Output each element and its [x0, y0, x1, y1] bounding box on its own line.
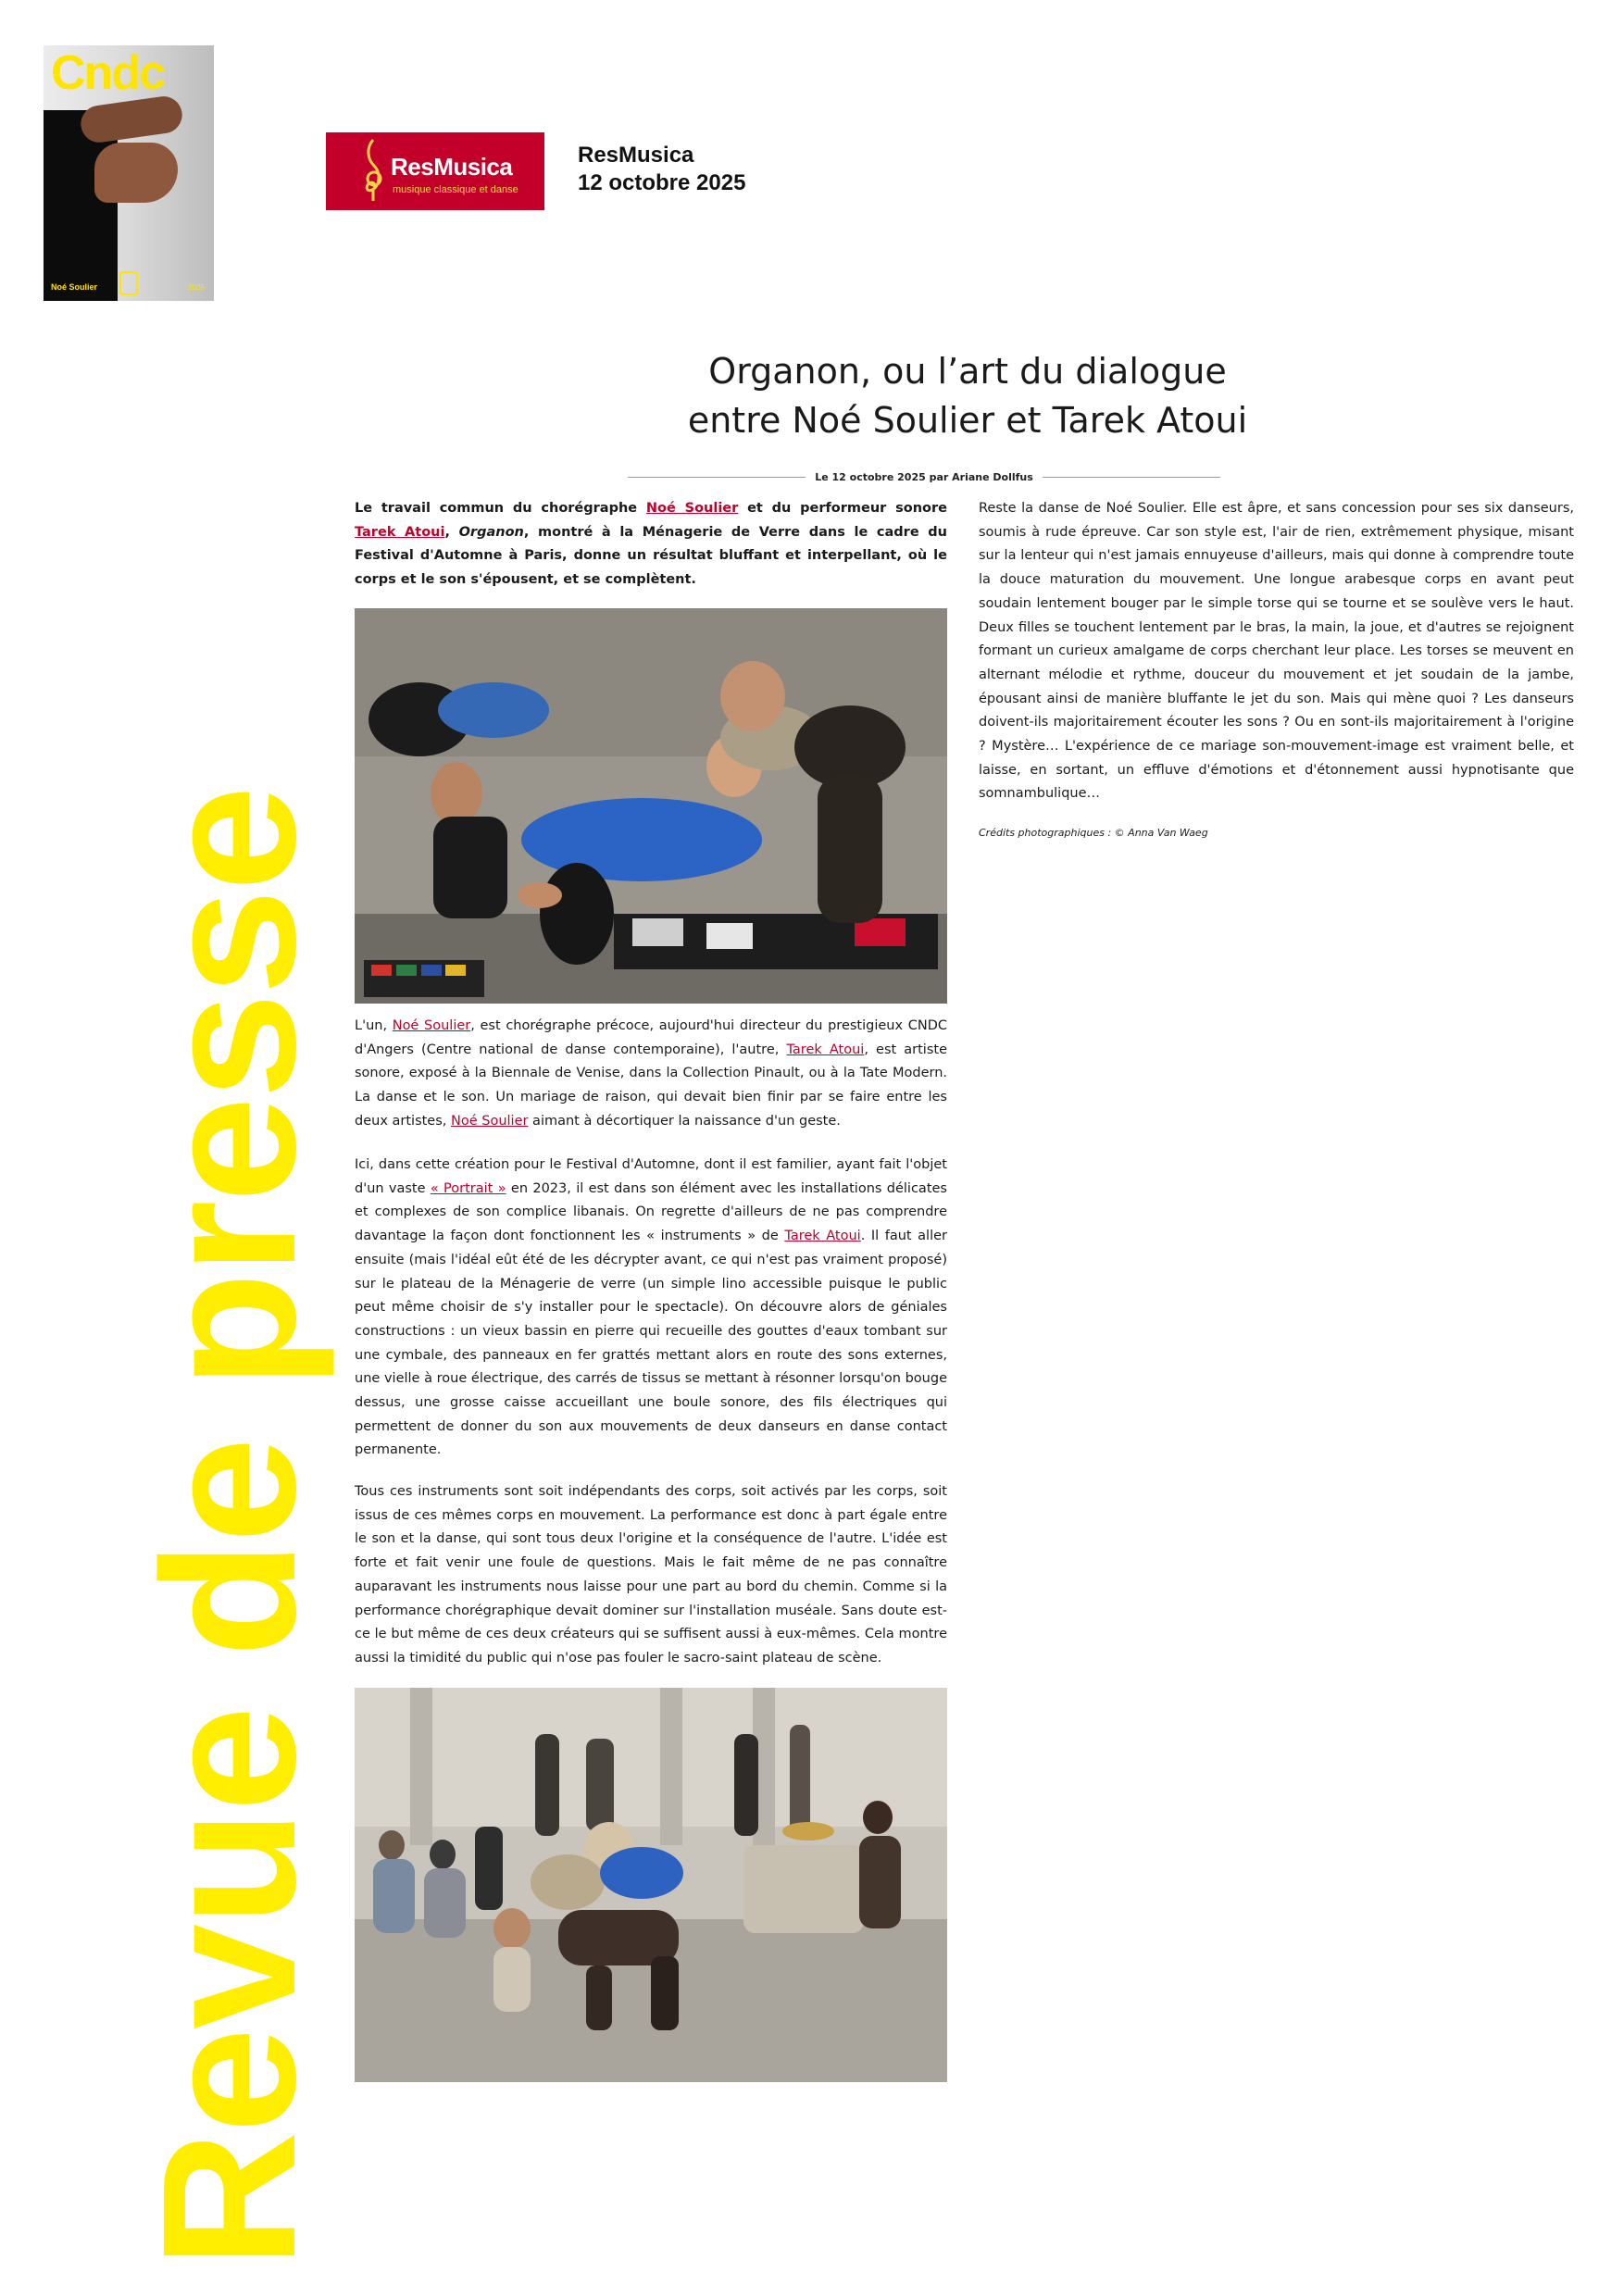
publisher-logo	[326, 132, 544, 210]
paragraph-text: L'un,	[355, 1018, 393, 1033]
cover-dancer-hand	[94, 143, 178, 203]
cover-thumbnail	[44, 45, 214, 301]
link-noe-soulier[interactable]: Noé Soulier	[645, 501, 739, 516]
photo-credits: Crédits photographiques : © Anna Van Waeg	[979, 827, 1208, 839]
paragraph-text: . Il faut aller ensuite (mais l'idéal eût été de les décrypter avant, ce qui n'est pas vraiment proposé) sur le plateau de la Ménagerie de verre (un simple lino accessible puisque le public peut même choisir de s'y installer pour le spectacle). On découvre alors de géniales constructions : un vieux bassin en pierre qui recueille des gouttes d'eaux tombant sur une cymbale, des panneaux en fer grattés mettant alors en route des sons externes, une vielle à roue électrique, des carrés de tissus se mettant à résonner lorsqu'on bouge dessus, une grosse caisse accueillant une boule sonore, des fils électriques qui permettent de donner du son aux mouvements de deux danseurs en danse contact permanente.	[355, 1229, 947, 1458]
byline-rule-left	[628, 477, 806, 478]
article-title-line-2: entre Noé Soulier et Tarek Atoui	[687, 400, 1248, 441]
cover-footer-right: 2025	[188, 283, 205, 292]
byline-row	[628, 468, 1220, 486]
publisher-name: ResMusica	[578, 143, 694, 168]
paragraph-text: , est chorégraphe précoce, aujourd'hui directeur du prestigieux CNDC d'Angers (Centre national de danse contemporaine), l'autre,	[355, 1018, 947, 1057]
treble-clef-icon	[363, 138, 383, 203]
article-photo-2	[355, 1688, 947, 2082]
byline: Le 12 octobre 2025 par Ariane Dollfus	[815, 470, 1033, 483]
article-photo-1	[355, 608, 947, 1004]
paragraph-text: en 2023, il est dans son élément avec les installations délicates et complexes de son complice libanais. On regrette d'ailleurs de ne pas comprendre davantage la façon dont fonctionnent les « instruments » de	[355, 1180, 947, 1244]
link-tarek-atoui[interactable]: Tarek Atoui	[784, 1229, 861, 1244]
paragraph-4: Reste la danse de Noé Soulier. Elle est âpre, et sans concession pour ses six danseurs, soumis à rude épreuve. Car son style est, l'air de rien, extrêmement physique, misant sur la lenteur qui n'est jamais ennuyeuse d'ailleurs, mais qui donne à comprendre toute la douce maturation du mouvement. Une longue arabesque corps en avant peut soudain lentement bouger par le simple torse qui se tourne et se soulève vers le haut. Deux filles se touchent lentement par le bras, la main, la joue, et d'autres se rejoignent formant un curieux amalgame de corps cherchant leur place. Les torses se meuvent en alternant mélodie et rythme, douceur du mouvement et jet soudain de la jambe, épousant ainsi de manière bluffante le jet du son. Mais qui mène quoi ? Les danseurs doivent-ils majoritairement écouter les sons ? Ou en sont-ils majoritairement à l'origine ? Mystère… L'expérience de ce mariage son-mouvement-image est vraiment belle, et laisse, en sortant, un effluve d'émotions et d'étonnement aussi hypnotisante que somnambulique…	[979, 501, 1574, 802]
paragraph-text: aimant à décortiquer la naissance d'un geste.	[528, 1113, 841, 1129]
logo-name: ResMusica	[391, 153, 513, 181]
paragraph-text: , est artiste sonore, exposé à la Biennale de Venise, dans la Collection Pinault, ou à la Tate Modern. La danse et le son. Un mariage de raison, qui devait bien finir par se faire entre les deux artistes,	[355, 1042, 948, 1129]
publication-date: 12 octobre 2025	[578, 170, 746, 195]
cover-logo-mark-icon	[119, 271, 138, 295]
link-noe-soulier[interactable]: Noé Soulier	[451, 1113, 529, 1129]
article-title	[356, 347, 1579, 445]
cover-footer-name: Noé Soulier	[51, 282, 98, 292]
lead-paragraph	[355, 497, 947, 593]
link-portrait[interactable]: « Portrait »	[430, 1180, 506, 1196]
cover-brand: Cndc	[51, 46, 164, 100]
lead-text: ,	[444, 524, 459, 540]
article-title-line-1: Organon, ou l’art du dialogue	[708, 351, 1227, 392]
logo-tagline: musique classique et danse	[393, 184, 518, 195]
lead-emphasis: Organon	[458, 524, 524, 540]
lead-text: Le travail commun du chorégraphe	[355, 501, 646, 516]
lead-text: et du performeur sonore	[738, 501, 947, 516]
lead-text: , montré à la Ménagerie de Verre dans le cadre du Festival d'Automne à Paris, donne un résultat bluffant et interpellant, où le corps et le son s'épousent, et se complètent.	[355, 524, 947, 588]
paragraph-text: Ici, dans cette création pour le Festival d'Automne, dont il est familier, ayant fait l'objet d'un vaste	[355, 1157, 947, 1196]
dancers-photo-1	[355, 608, 947, 1004]
paragraph-3: Tous ces instruments sont soit indépendants des corps, soit activés par les corps, soit issus de ces mêmes corps en mouvement. La performance est donc à part égale entre le son et la danse, qui sont tous deux l'origine et la conséquence de l'autre. L'idée est forte et fait venir une foule de questions. Mais le fait même de ne pas connaître auparavant les instruments nous laisse pour une part au bord du chemin. Comme si la performance chorégraphique devait dominer sur l'installation muséale. Sans doute est-ce le but même de ces deux créateurs qui se suffisent aussi à eux-mêmes. Cela montre aussi la timidité du public qui n'ose pas fouler le sacro-saint plateau de scène.	[355, 1484, 947, 1666]
link-tarek-atoui[interactable]: Tarek Atoui	[786, 1042, 865, 1057]
link-noe-soulier[interactable]: Noé Soulier	[392, 1018, 471, 1033]
link-tarek-atoui[interactable]: Tarek Atoui	[355, 524, 445, 540]
byline-rule-right	[1043, 477, 1220, 478]
paragraph-2	[355, 1154, 947, 1463]
dancers-photo-2	[355, 1688, 947, 2082]
paragraph-1	[355, 1015, 947, 1134]
side-title: Revue de presse	[123, 787, 335, 2268]
